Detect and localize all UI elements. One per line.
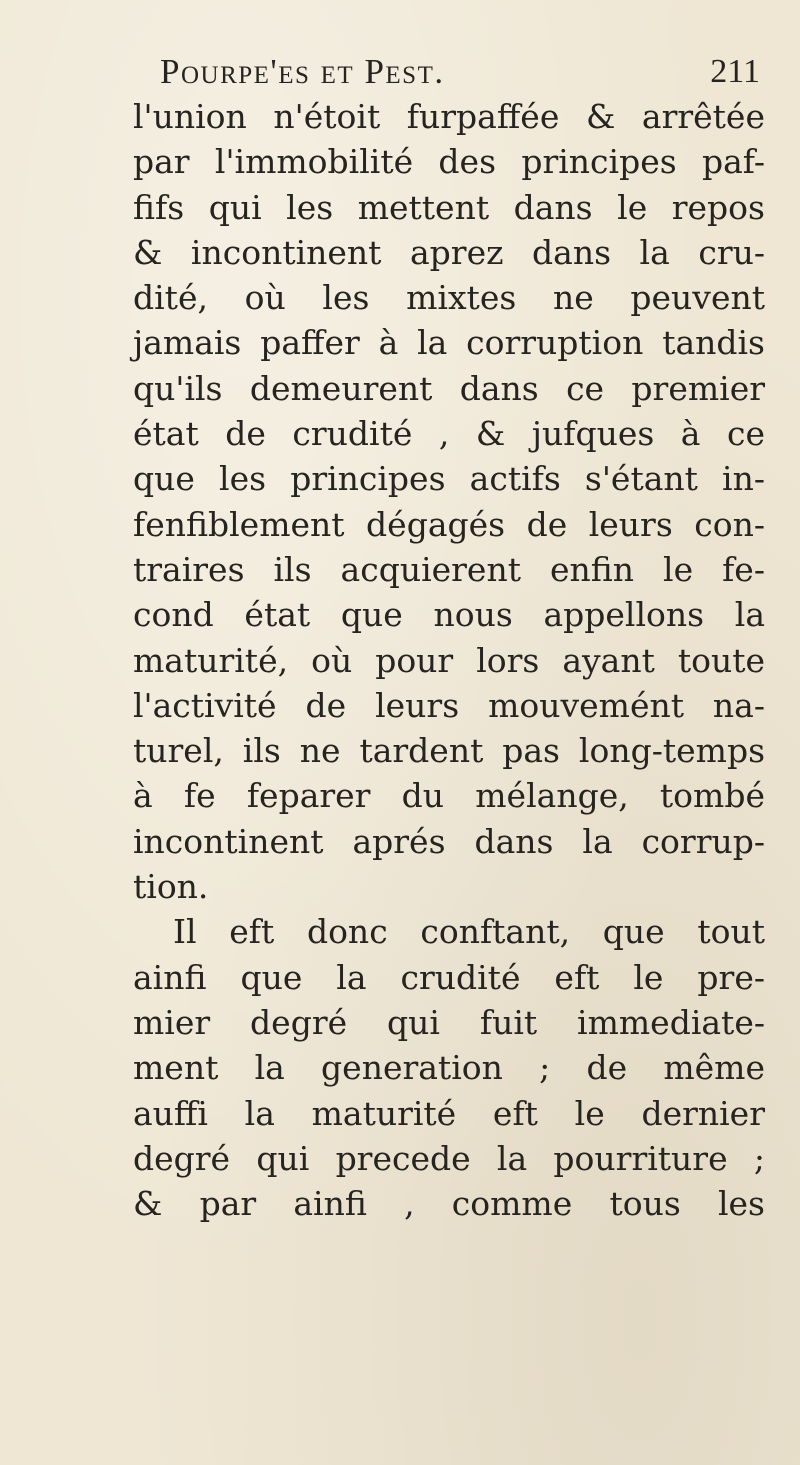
text-line: par l'immobilité des principes paf- [133, 142, 765, 182]
text-line: mier degré qui fuit immediate- [133, 1002, 765, 1042]
text-line: incontinent aprés dans la corrup- [133, 821, 765, 861]
text-line: état de crudité , & jufques à ce [133, 414, 765, 454]
text-line: Il eft donc conftant, que tout [173, 912, 765, 952]
body-text [133, 94, 765, 1226]
text-line: jamais paffer à la corruption tandis [133, 323, 765, 363]
text-line: ment la generation ; de même [133, 1048, 765, 1088]
text-line: & incontinent aprez dans la cru- [133, 232, 765, 272]
text-line: qu'ils demeurent dans ce premier [133, 368, 765, 408]
text-line: que les principes actifs s'étant in- [133, 459, 765, 499]
text-line: degré qui precede la pourriture ; [133, 1138, 765, 1178]
text-line: cond état que nous appellons la [133, 595, 765, 635]
text-line: l'activité de leurs mouvemént na- [133, 685, 765, 725]
text-line: à fe feparer du mélange, tombé [133, 776, 765, 816]
text-line: turel, ils ne tardent pas long-temps [133, 731, 765, 771]
page-header [160, 52, 760, 92]
text-line: dité, où les mixtes ne peuvent [133, 278, 765, 318]
text-line: ainfi que la crudité eft le pre- [133, 957, 765, 997]
running-title: Pourpe'es et Pest. [160, 52, 445, 91]
text-line: tion. [133, 867, 209, 907]
text-line: traires ils acquierent enfin le fe- [133, 549, 765, 589]
text-line: fifs qui les mettent dans le repos [133, 187, 765, 227]
page-number: 211 [710, 53, 760, 90]
text-line: auffi la maturité eft le dernier [133, 1093, 765, 1133]
text-line: l'union n'étoit furpaffée & arrêtée [133, 97, 765, 136]
text-line: fenfiblement dégagés de leurs con- [133, 504, 765, 544]
text-line: & par ainfi , comme tous les [133, 1184, 765, 1224]
text-line: maturité, où pour lors ayant toute [133, 640, 765, 680]
